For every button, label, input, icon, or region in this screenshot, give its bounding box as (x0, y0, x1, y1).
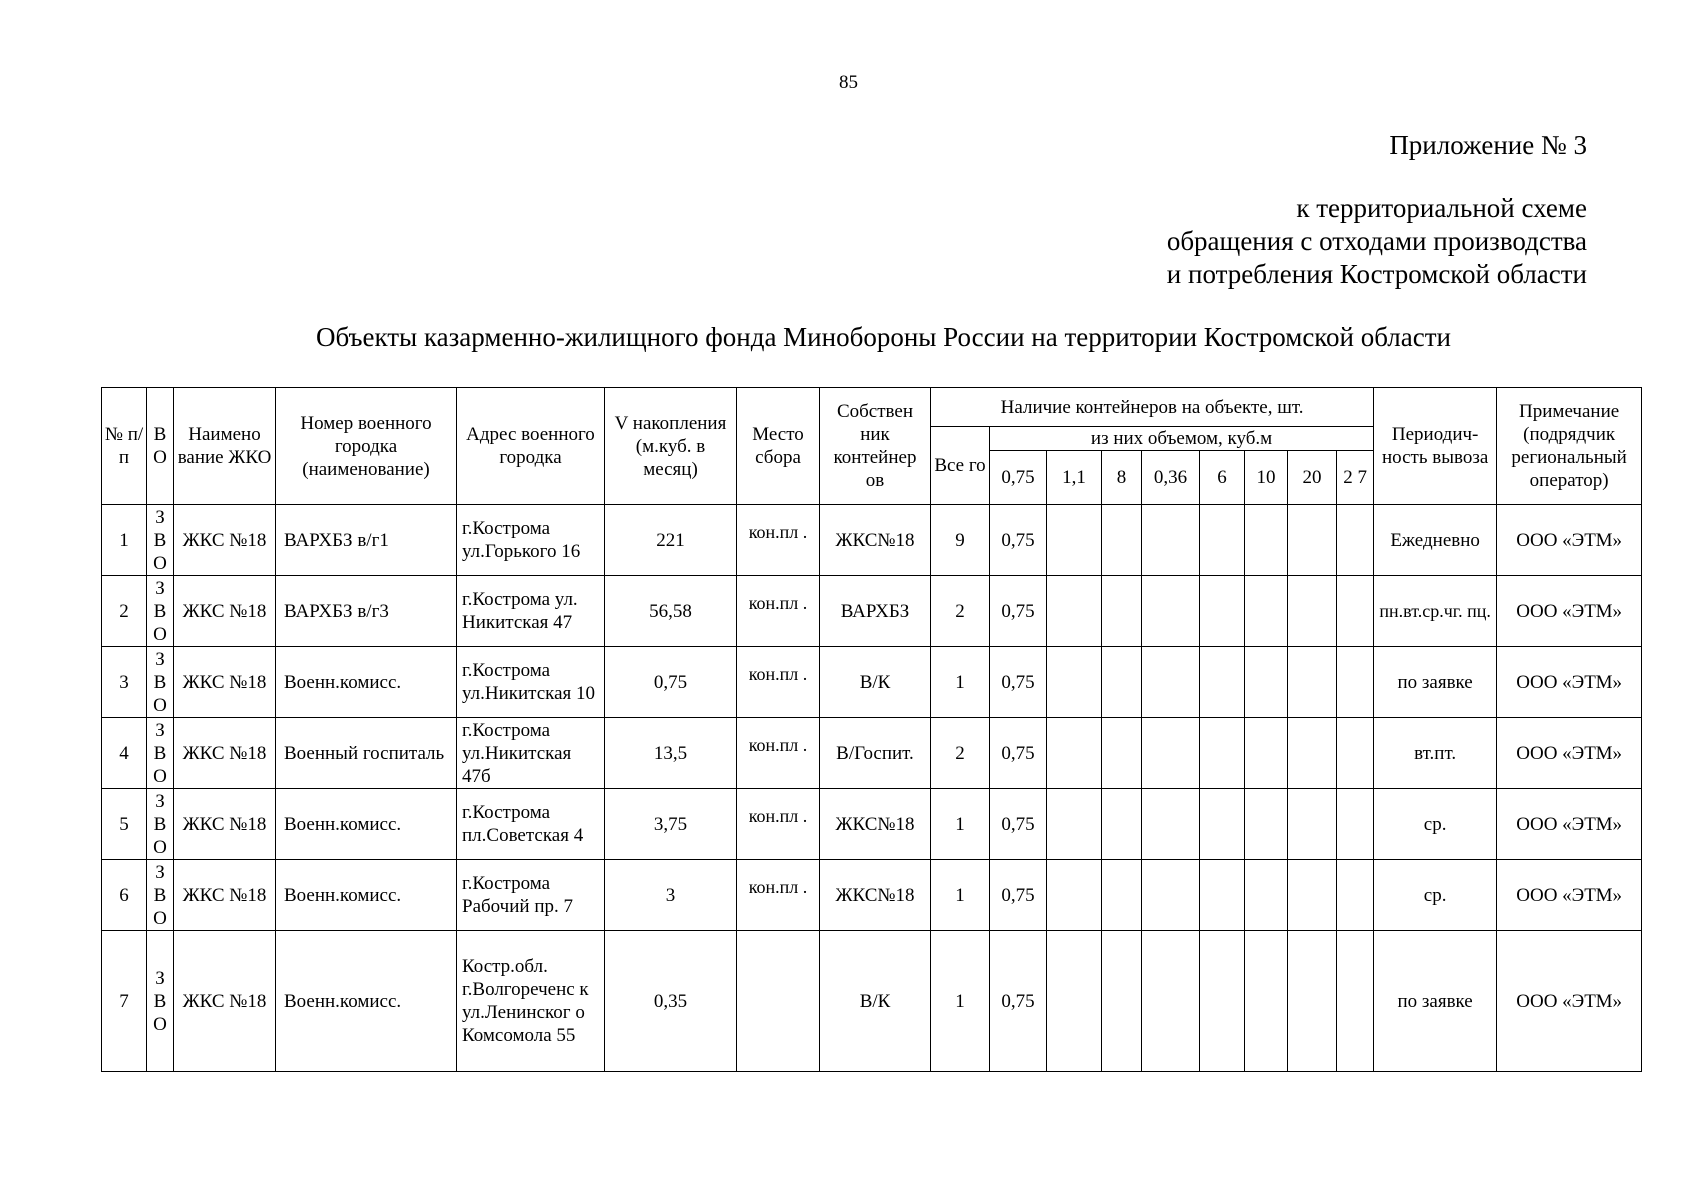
cell-total: 9 (931, 505, 990, 576)
cell-volume-8 (1102, 931, 1142, 1072)
cell-name: ЖКС №18 (174, 931, 276, 1072)
cell-volume-6 (1200, 718, 1245, 789)
header-volume-1-1: 1,1 (1047, 451, 1102, 505)
cell-volume-27 (1337, 789, 1374, 860)
cell-volume-10 (1245, 647, 1288, 718)
cell-num: 1 (102, 505, 147, 576)
cell-volume-8 (1102, 505, 1142, 576)
cell-volume-1-1 (1047, 647, 1102, 718)
appendix-subtitle-line: и потребления Костромской области (1166, 259, 1587, 289)
cell-town: ВАРХБЗ в/г3 (276, 576, 457, 647)
cell-volume-0-75: 0,75 (990, 647, 1047, 718)
cell-volume-10 (1245, 576, 1288, 647)
cell-address: г.Кострома ул. Никитская 47 (457, 576, 605, 647)
cell-volume-1-1 (1047, 576, 1102, 647)
cell-town: Военный госпиталь (276, 718, 457, 789)
cell-total: 2 (931, 718, 990, 789)
cell-volume-20 (1288, 931, 1337, 1072)
header-volume-27: 2 7 (1337, 451, 1374, 505)
cell-volume-6 (1200, 576, 1245, 647)
cell-volume-10 (1245, 860, 1288, 931)
table-row (102, 647, 1642, 718)
cell-vo: З В О (147, 647, 174, 718)
cell-volume-0-36 (1142, 718, 1200, 789)
cell-town: Военн.комисс. (276, 789, 457, 860)
cell-volume: 13,5 (605, 718, 737, 789)
cell-total: 2 (931, 576, 990, 647)
header-owner: Собствен ник контейнер ов (820, 388, 931, 505)
cell-volume-6 (1200, 647, 1245, 718)
cell-vo: З В О (147, 860, 174, 931)
cell-volume-0-75: 0,75 (990, 576, 1047, 647)
cell-town: Военн.комисс. (276, 860, 457, 931)
appendix-title: Приложение № 3 (1389, 130, 1587, 160)
cell-address: г.Кострома пл.Советская 4 (457, 789, 605, 860)
cell-place (737, 931, 820, 1072)
cell-volume-8 (1102, 789, 1142, 860)
cell-volume-6 (1200, 789, 1245, 860)
cell-name: ЖКС №18 (174, 718, 276, 789)
cell-volume: 221 (605, 505, 737, 576)
cell-place: кон.пл . (737, 789, 820, 860)
cell-volume-8 (1102, 576, 1142, 647)
header-frequency: Периодич- ность вывоза (1374, 388, 1497, 505)
cell-vo: З В О (147, 931, 174, 1072)
cell-address: г.Кострома Рабочий пр. 7 (457, 860, 605, 931)
cell-total: 1 (931, 789, 990, 860)
cell-note: ООО «ЭТМ» (1497, 718, 1642, 789)
cell-volume-10 (1245, 789, 1288, 860)
cell-volume-1-1 (1047, 789, 1102, 860)
table-row (102, 505, 1642, 576)
cell-volume: 56,58 (605, 576, 737, 647)
cell-volume-8 (1102, 647, 1142, 718)
cell-owner: В/Госпит. (820, 718, 931, 789)
cell-owner: ВАРХБЗ (820, 576, 931, 647)
cell-note: ООО «ЭТМ» (1497, 647, 1642, 718)
cell-volume-0-36 (1142, 647, 1200, 718)
cell-volume-0-36 (1142, 789, 1200, 860)
header-address: Адрес военного городка (457, 388, 605, 505)
cell-volume: 3 (605, 860, 737, 931)
page-number: 85 (839, 72, 858, 93)
cell-volume-6 (1200, 505, 1245, 576)
cell-name: ЖКС №18 (174, 860, 276, 931)
cell-num: 4 (102, 718, 147, 789)
cell-volume-27 (1337, 505, 1374, 576)
cell-place: кон.пл . (737, 860, 820, 931)
cell-place: кон.пл . (737, 647, 820, 718)
cell-volume-8 (1102, 718, 1142, 789)
cell-note: ООО «ЭТМ» (1497, 860, 1642, 931)
header-volume-6: 6 (1200, 451, 1245, 505)
header-place: Место сбора (737, 388, 820, 505)
appendix-subtitle-line: к территориальной схеме (1296, 193, 1587, 223)
cell-volume-20 (1288, 718, 1337, 789)
cell-total: 1 (931, 931, 990, 1072)
document-title: Объекты казарменно-жилищного фонда Минобороны России на территории Костромской области (315, 322, 1451, 352)
header-town-number: Номер военного городка (наименование) (276, 388, 457, 505)
cell-name: ЖКС №18 (174, 647, 276, 718)
cell-num: 7 (102, 931, 147, 1072)
cell-volume-27 (1337, 718, 1374, 789)
cell-volume-10 (1245, 505, 1288, 576)
cell-volume-27 (1337, 647, 1374, 718)
cell-frequency: по заявке (1374, 931, 1497, 1072)
cell-volume-27 (1337, 931, 1374, 1072)
cell-volume-0-75: 0,75 (990, 860, 1047, 931)
header-volume-0-36: 0,36 (1142, 451, 1200, 505)
cell-frequency: Ежедневно (1374, 505, 1497, 576)
header-volume-0-75: 0,75 (990, 451, 1047, 505)
cell-town: Военн.комисс. (276, 647, 457, 718)
table-row (102, 789, 1642, 860)
cell-total: 1 (931, 647, 990, 718)
cell-volume-20 (1288, 789, 1337, 860)
cell-total: 1 (931, 860, 990, 931)
cell-name: ЖКС №18 (174, 505, 276, 576)
cell-volume-1-1 (1047, 505, 1102, 576)
cell-num: 3 (102, 647, 147, 718)
cell-vo: З В О (147, 718, 174, 789)
appendix-subtitle-line: обращения с отходами производства (1166, 226, 1587, 256)
cell-owner: ЖКС№18 (820, 860, 931, 931)
cell-vo: З В О (147, 576, 174, 647)
cell-volume-6 (1200, 931, 1245, 1072)
cell-owner: ЖКС№18 (820, 505, 931, 576)
cell-volume-27 (1337, 860, 1374, 931)
table-row (102, 931, 1642, 1072)
header-note: Примечание (подрядчик региональный оператор) (1497, 388, 1642, 505)
cell-address: г.Кострома ул.Никитская 10 (457, 647, 605, 718)
header-containers-group: Наличие контейнеров на объекте, шт. (931, 388, 1374, 427)
header-num: № п/ п (102, 388, 147, 505)
cell-address: г.Кострома ул.Никитская 47б (457, 718, 605, 789)
cell-volume-0-36 (1142, 860, 1200, 931)
cell-num: 2 (102, 576, 147, 647)
cell-num: 6 (102, 860, 147, 931)
cell-volume-20 (1288, 576, 1337, 647)
cell-note: ООО «ЭТМ» (1497, 789, 1642, 860)
cell-note: ООО «ЭТМ» (1497, 576, 1642, 647)
table-row (102, 860, 1642, 931)
cell-frequency: пн.вт.ср.чг. пц. (1374, 576, 1497, 647)
cell-volume-6 (1200, 860, 1245, 931)
cell-address: Костр.обл. г.Волгореченс к ул.Ленинског о Комсомола 55 (457, 931, 605, 1072)
cell-volume-0-36 (1142, 931, 1200, 1072)
cell-volume-0-36 (1142, 505, 1200, 576)
cell-town: ВАРХБЗ в/г1 (276, 505, 457, 576)
cell-town: Военн.комисс. (276, 931, 457, 1072)
cell-volume-27 (1337, 576, 1374, 647)
cell-frequency: вт.пт. (1374, 718, 1497, 789)
cell-volume: 0,75 (605, 647, 737, 718)
cell-volume-0-75: 0,75 (990, 789, 1047, 860)
cell-place: кон.пл . (737, 718, 820, 789)
cell-volume-1-1 (1047, 860, 1102, 931)
cell-volume-10 (1245, 718, 1288, 789)
cell-volume-8 (1102, 860, 1142, 931)
cell-volume-20 (1288, 505, 1337, 576)
cell-owner: В/К (820, 931, 931, 1072)
cell-owner: ЖКС№18 (820, 789, 931, 860)
header-volume-20: 20 (1288, 451, 1337, 505)
cell-num: 5 (102, 789, 147, 860)
cell-place: кон.пл . (737, 576, 820, 647)
header-of-them-volume: из них объемом, куб.м (990, 427, 1374, 451)
cell-address: г.Кострома ул.Горького 16 (457, 505, 605, 576)
header-volume-8: 8 (1102, 451, 1142, 505)
header-volume: V накопления (м.куб. в месяц) (605, 388, 737, 505)
cell-volume: 3,75 (605, 789, 737, 860)
cell-volume-10 (1245, 931, 1288, 1072)
cell-place: кон.пл . (737, 505, 820, 576)
header-total: Все го (931, 427, 990, 505)
header-volume-10: 10 (1245, 451, 1288, 505)
cell-frequency: ср. (1374, 789, 1497, 860)
table-row (102, 718, 1642, 789)
header-vo: В О (147, 388, 174, 505)
cell-volume-0-75: 0,75 (990, 505, 1047, 576)
cell-name: ЖКС №18 (174, 576, 276, 647)
cell-frequency: по заявке (1374, 647, 1497, 718)
cell-note: ООО «ЭТМ» (1497, 931, 1642, 1072)
cell-volume-1-1 (1047, 931, 1102, 1072)
table-row (102, 576, 1642, 647)
cell-volume: 0,35 (605, 931, 737, 1072)
appendix-subtitle (1167, 192, 1587, 291)
header-name: Наимено вание ЖКО (174, 388, 276, 505)
cell-volume-0-75: 0,75 (990, 931, 1047, 1072)
cell-volume-0-75: 0,75 (990, 718, 1047, 789)
cell-frequency: ср. (1374, 860, 1497, 931)
cell-volume-0-36 (1142, 576, 1200, 647)
cell-note: ООО «ЭТМ» (1497, 505, 1642, 576)
cell-volume-20 (1288, 860, 1337, 931)
cell-vo: З В О (147, 505, 174, 576)
cell-vo: З В О (147, 789, 174, 860)
cell-volume-1-1 (1047, 718, 1102, 789)
objects-table (101, 387, 1642, 1072)
cell-owner: В/К (820, 647, 931, 718)
cell-name: ЖКС №18 (174, 789, 276, 860)
cell-volume-20 (1288, 647, 1337, 718)
